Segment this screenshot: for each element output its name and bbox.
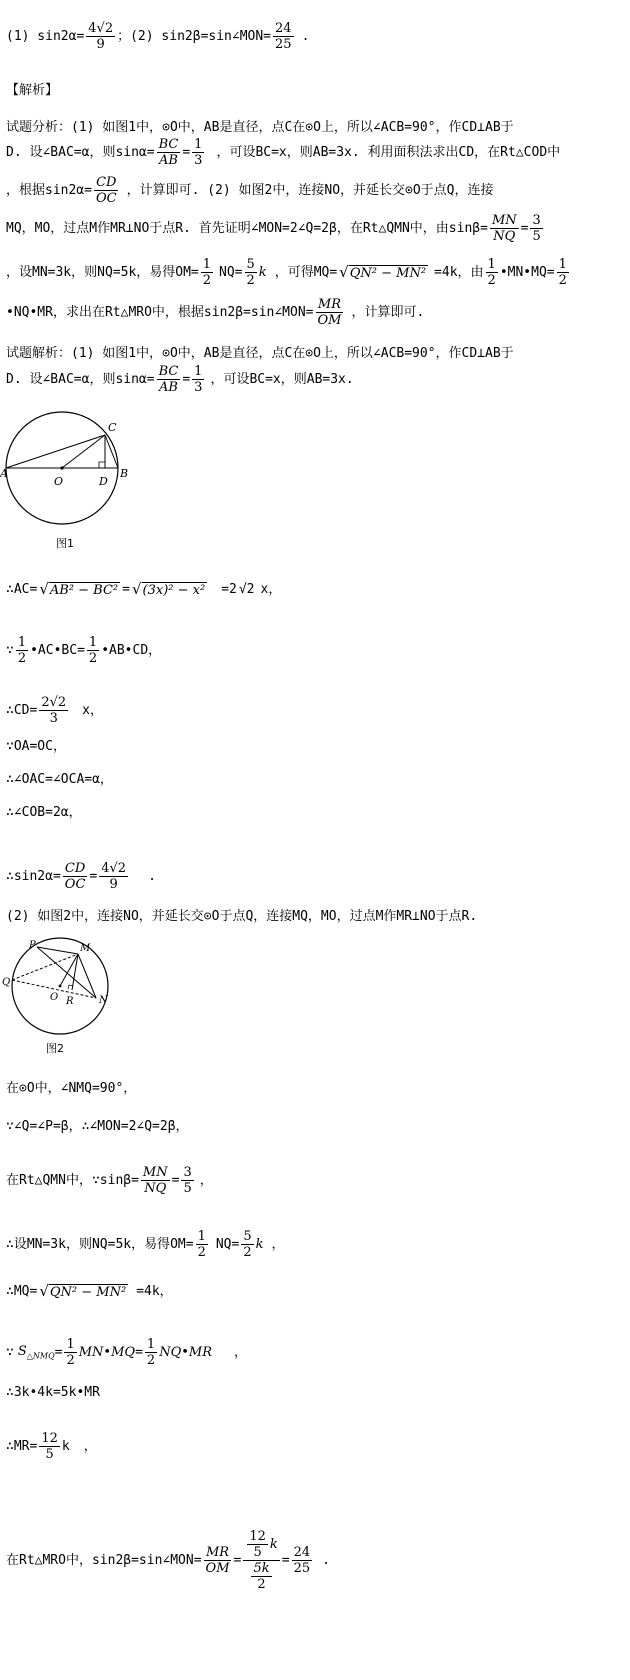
equals: = bbox=[89, 869, 98, 884]
text: ，可设BC=x，则AB=3x. 利用面积法求出CD，在Rt△COD中 bbox=[216, 145, 561, 160]
fraction bbox=[16, 636, 28, 665]
mn-line bbox=[6, 1230, 285, 1259]
mq-line bbox=[6, 1284, 173, 1299]
figure-2-caption: 图2 bbox=[46, 1042, 64, 1055]
segment-pn bbox=[37, 947, 96, 998]
numerator: 1 bbox=[487, 257, 496, 272]
oa-line: ∵OA=OC， bbox=[6, 739, 66, 754]
text: k bbox=[61, 1439, 70, 1454]
sqrt-sign: √ bbox=[39, 1282, 49, 1300]
final-line bbox=[6, 1530, 330, 1591]
numerator: CD bbox=[96, 175, 117, 190]
fraction bbox=[247, 1530, 268, 1559]
segment-mn bbox=[78, 954, 96, 998]
denominator: OC bbox=[64, 877, 86, 892]
text: . bbox=[322, 1553, 330, 1568]
text: D. 设∠BAC=α，则sinα= bbox=[6, 372, 155, 387]
radicand: QN² − MN² bbox=[349, 266, 427, 281]
numerator: 1 bbox=[197, 1229, 206, 1244]
figure-1 bbox=[0, 405, 140, 580]
text: •NQ•MR，求出在Rt△MRO中，根据sin2β=sin∠MON= bbox=[6, 305, 314, 320]
fraction bbox=[39, 1432, 60, 1461]
numerator: 3 bbox=[532, 213, 541, 228]
equals: = bbox=[76, 29, 85, 44]
text: D. 设∠BAC=α，则sinα= bbox=[6, 145, 155, 160]
text: MN•MQ bbox=[78, 1345, 136, 1360]
sin2a-line bbox=[6, 862, 156, 891]
text: . bbox=[148, 869, 156, 884]
label-d: D bbox=[99, 475, 108, 488]
text: ， bbox=[199, 1173, 213, 1188]
answer-p1-prefix: (1) sin2 bbox=[6, 29, 69, 44]
denominator: 9 bbox=[96, 37, 105, 52]
denominator: 5 bbox=[253, 1545, 262, 1560]
sqrt-expression bbox=[39, 582, 120, 597]
numerator: 1 bbox=[202, 257, 212, 272]
denominator: 2 bbox=[246, 273, 255, 288]
denominator: 3 bbox=[49, 711, 58, 726]
label-a: A bbox=[0, 467, 8, 480]
numerator: 1 bbox=[146, 1337, 156, 1352]
numerator: BC bbox=[158, 364, 179, 379]
area-nmq-line bbox=[6, 1338, 247, 1367]
fraction bbox=[557, 258, 569, 287]
center-dot bbox=[60, 466, 63, 469]
numerator: 5 bbox=[246, 257, 255, 272]
fraction bbox=[486, 258, 498, 287]
numerator: 4√2 bbox=[101, 861, 127, 876]
cd-line bbox=[6, 696, 103, 725]
label-r: R bbox=[66, 996, 74, 1007]
label-b: B bbox=[120, 467, 129, 480]
radicand: QN² − MN² bbox=[49, 1285, 127, 1300]
equals: = bbox=[233, 1553, 242, 1568]
jiexi-heading: 【解析】 bbox=[6, 83, 59, 98]
radicand: AB² − BC² bbox=[49, 583, 119, 598]
right-angle-mark bbox=[99, 462, 105, 468]
denominator: 25 bbox=[293, 1561, 311, 1576]
equals: = bbox=[520, 221, 529, 236]
numerator: 5 bbox=[243, 1229, 252, 1244]
denominator: AB bbox=[158, 153, 178, 168]
text: ，可设BC=x，则AB=3x. bbox=[210, 372, 354, 387]
variable-k: k bbox=[269, 1537, 278, 1552]
segment-ac bbox=[6, 435, 105, 468]
variable-k: k bbox=[258, 265, 267, 280]
denominator: 2 bbox=[66, 1353, 75, 1368]
text: •MN•MQ= bbox=[499, 265, 555, 280]
area-symbol bbox=[18, 1345, 55, 1361]
fraction bbox=[192, 365, 204, 394]
figure-1-caption: 图1 bbox=[56, 537, 74, 550]
text: •AB•CD， bbox=[101, 643, 162, 658]
mr-line bbox=[6, 1432, 97, 1461]
analysis-line-1: 试题分析：(1) 如图1中，⊙O中，AB是直径，点C在⊙O上，所以∠ACB=90°，作CD⊥AB于 bbox=[6, 120, 514, 135]
numerator: MN bbox=[142, 1165, 168, 1180]
area-line bbox=[6, 636, 161, 665]
text: ，设MN=3k，则NQ=5k，易得OM= bbox=[6, 265, 199, 280]
answer-end: . bbox=[301, 29, 310, 44]
oac-line: ∴∠OAC=∠OCA=α， bbox=[6, 772, 113, 787]
k3-line: ∴3k•4k=5k•MR bbox=[6, 1385, 100, 1400]
text: =4k，由 bbox=[434, 265, 484, 280]
fraction bbox=[145, 1338, 157, 1367]
answer-mid: =sin∠MON= bbox=[200, 29, 272, 44]
denominator: 2 bbox=[257, 1577, 266, 1592]
part2-line: (2) 如图2中，连接NO，并延长交⊙O于点Q，连接MQ，MO，过点M作MR⊥NO于点R. bbox=[6, 909, 478, 924]
text: ， bbox=[83, 1439, 97, 1454]
denominator: 9 bbox=[109, 877, 118, 892]
equals: = bbox=[135, 1345, 143, 1360]
numerator: 4√2 bbox=[88, 21, 114, 36]
denominator: 25 bbox=[275, 37, 292, 52]
fraction bbox=[94, 176, 119, 205]
equals: = bbox=[182, 145, 191, 160]
equals: = bbox=[171, 1173, 180, 1188]
denominator: 3 bbox=[194, 380, 203, 395]
fraction bbox=[99, 862, 128, 891]
denominator: AB bbox=[158, 380, 178, 395]
alpha-symbol: α bbox=[68, 29, 77, 44]
text: ∵ bbox=[6, 1345, 14, 1360]
sqrt-two: √2 bbox=[238, 582, 255, 597]
fraction bbox=[204, 1546, 232, 1575]
text: 在Rt△QMN中，∵sinβ= bbox=[6, 1173, 139, 1188]
denominator: 5 bbox=[532, 229, 541, 244]
fraction bbox=[530, 214, 542, 243]
analysis-line-3 bbox=[6, 176, 494, 205]
equals: = bbox=[281, 1553, 290, 1568]
text: =2 bbox=[221, 582, 237, 597]
fraction bbox=[196, 1230, 208, 1259]
numerator: MN bbox=[491, 213, 517, 228]
sqrt-sign: √ bbox=[39, 580, 49, 598]
text: x， bbox=[82, 703, 103, 718]
denominator: 5 bbox=[183, 1181, 192, 1196]
text: NQ= bbox=[219, 265, 243, 280]
fraction bbox=[141, 1166, 170, 1195]
label-o: O bbox=[54, 475, 64, 488]
text: ，可得MQ= bbox=[274, 265, 338, 280]
segment-qm bbox=[12, 954, 78, 980]
denominator: 2 bbox=[17, 651, 27, 666]
equals: = bbox=[182, 372, 191, 387]
text: •AC•BC= bbox=[30, 643, 85, 658]
numerator: BC bbox=[158, 137, 179, 152]
text: ，计算即可. (2) 如图2中，连接NO，并延长交⊙O于点Q，连接 bbox=[126, 183, 494, 198]
numerator: 12 bbox=[41, 1431, 58, 1446]
numerator: 1 bbox=[17, 635, 27, 650]
text: ， bbox=[271, 1237, 285, 1252]
fraction bbox=[490, 214, 519, 243]
text: ∴MQ= bbox=[6, 1284, 38, 1299]
center-dot bbox=[59, 985, 62, 988]
numerator: 3 bbox=[183, 1165, 192, 1180]
fraction bbox=[251, 1562, 271, 1591]
denominator: NQ bbox=[144, 1181, 167, 1196]
sqrt-sign: √ bbox=[339, 263, 349, 281]
compound-numerator bbox=[243, 1530, 279, 1561]
denominator: 2 bbox=[558, 273, 567, 288]
denominator: 2 bbox=[88, 651, 98, 666]
text: =4k， bbox=[136, 1284, 173, 1299]
label-q: Q bbox=[2, 977, 11, 988]
text: ∴AC= bbox=[6, 582, 38, 597]
numerator: 1 bbox=[194, 137, 203, 152]
denominator: 2 bbox=[202, 273, 212, 288]
denominator: OC bbox=[95, 191, 117, 206]
sqrt-expression bbox=[339, 265, 428, 280]
fraction bbox=[64, 1338, 76, 1367]
text: x， bbox=[260, 582, 282, 597]
equals: = bbox=[54, 1345, 63, 1360]
numerator: 24 bbox=[293, 1545, 311, 1560]
fraction bbox=[39, 696, 68, 725]
numerator: 12 bbox=[249, 1529, 266, 1544]
compound-denominator bbox=[247, 1561, 275, 1591]
compound-fraction bbox=[243, 1530, 279, 1591]
answer-separator: ；(2) sin2 bbox=[117, 29, 193, 44]
analysis-line-2 bbox=[6, 138, 560, 167]
fraction bbox=[316, 298, 344, 327]
beta-symbol: β bbox=[192, 29, 201, 44]
denominator: 3 bbox=[194, 153, 203, 168]
denominator: NQ bbox=[493, 229, 516, 244]
text: MQ，MO，过点M作MR⊥NO于点R. 首先证明∠MON=2∠Q=2β，在Rt△QMN中，由sinβ= bbox=[6, 221, 488, 236]
denominator: 2 bbox=[243, 1245, 252, 1260]
text: ∴设MN=3k，则NQ=5k，易得OM= bbox=[6, 1237, 194, 1252]
denominator: 5 bbox=[45, 1447, 54, 1462]
equals: = bbox=[122, 582, 130, 597]
denominator: 2 bbox=[146, 1353, 156, 1368]
segment-oc bbox=[62, 435, 105, 468]
answer2-fraction bbox=[273, 22, 294, 51]
numerator: 1 bbox=[558, 257, 567, 272]
answer1-fraction bbox=[86, 22, 115, 51]
fraction bbox=[241, 1230, 253, 1259]
text: ∴CD= bbox=[6, 703, 38, 718]
fraction bbox=[157, 138, 181, 167]
text: ∴sin2α= bbox=[6, 869, 61, 884]
nmq-line: 在⊙O中，∠NMQ=90°， bbox=[6, 1081, 137, 1096]
ac-line bbox=[6, 582, 281, 597]
numerator: 1 bbox=[194, 364, 203, 379]
label-p: P bbox=[29, 940, 36, 951]
fraction bbox=[63, 862, 88, 891]
solution-line-2 bbox=[6, 365, 354, 394]
denominator: 2 bbox=[197, 1245, 206, 1260]
radicand: (3x)² − x² bbox=[142, 583, 206, 598]
numerator: MR bbox=[317, 297, 342, 312]
s-letter: S bbox=[17, 1343, 27, 1359]
qp-line: ∵∠Q=∠P=β，∴∠MON=2∠Q=2β， bbox=[6, 1119, 189, 1134]
analysis-line-4 bbox=[6, 214, 545, 243]
variable-k: k bbox=[255, 1237, 264, 1252]
text: NQ= bbox=[215, 1237, 240, 1252]
solution-line-1: 试题解析：(1) 如图1中，⊙O中，AB是直径，点C在⊙O上，所以∠ACB=90°，作CD⊥AB于 bbox=[6, 346, 514, 361]
sqrt-expression bbox=[132, 582, 207, 597]
fraction bbox=[181, 1166, 193, 1195]
text: NQ•MR bbox=[159, 1345, 212, 1360]
analysis-line-6 bbox=[6, 298, 424, 327]
denominator: OM bbox=[205, 1561, 230, 1576]
figure-2 bbox=[0, 937, 130, 1062]
sqrt-expression bbox=[39, 1284, 128, 1299]
numerator: 24 bbox=[275, 21, 292, 36]
text: ∴MR= bbox=[6, 1439, 38, 1454]
sqrt-sign: √ bbox=[131, 580, 142, 598]
denominator: 2 bbox=[487, 273, 496, 288]
fraction bbox=[157, 365, 181, 394]
text: 在Rt△MRO中，sin2β=sin∠MON= bbox=[6, 1553, 202, 1568]
numerator: MR bbox=[205, 1545, 230, 1560]
numerator: 5k bbox=[253, 1561, 270, 1576]
text: ∵ bbox=[6, 643, 14, 658]
fraction bbox=[201, 258, 213, 287]
numerator: 1 bbox=[88, 635, 98, 650]
label-m: M bbox=[80, 943, 91, 954]
rt-qmn-line bbox=[6, 1166, 213, 1195]
text: ， bbox=[234, 1345, 248, 1360]
numerator: CD bbox=[64, 861, 86, 876]
answer-line bbox=[6, 22, 309, 51]
label-c: C bbox=[108, 421, 117, 434]
fraction bbox=[87, 636, 99, 665]
analysis-line-5 bbox=[6, 258, 571, 287]
s-subscript: △NMQ bbox=[26, 1351, 55, 1361]
numerator: 2√2 bbox=[41, 695, 67, 710]
fraction bbox=[292, 1546, 313, 1575]
text: ，根据sin2α= bbox=[6, 183, 92, 198]
label-o: O bbox=[50, 992, 59, 1003]
text: ，计算即可. bbox=[351, 305, 425, 320]
denominator: OM bbox=[317, 313, 342, 328]
fraction bbox=[192, 138, 204, 167]
fraction bbox=[245, 258, 257, 287]
numerator: 1 bbox=[66, 1337, 75, 1352]
label-n: N bbox=[99, 995, 108, 1006]
cob-line: ∴∠COB=2α， bbox=[6, 805, 82, 820]
